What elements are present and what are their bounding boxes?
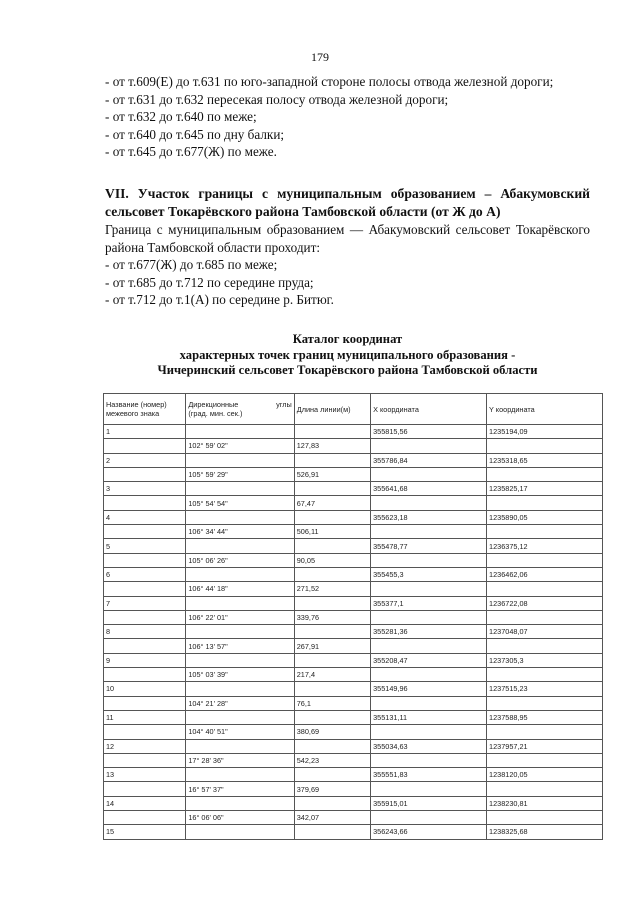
- cell-y-coordinate: [487, 439, 603, 453]
- cell-point-name: 14: [104, 796, 186, 810]
- cell-direction-angle: [186, 653, 294, 667]
- table-row: [104, 811, 603, 825]
- cell-direction-angle: [186, 482, 294, 496]
- cell-y-coordinate: 1238230,81: [487, 796, 603, 810]
- cell-direction-angle: 17° 28' 36": [186, 753, 294, 767]
- cell-line-length: 67,47: [294, 496, 370, 510]
- cell-line-length: [294, 596, 370, 610]
- table-row: [104, 682, 603, 696]
- cell-point-name: [104, 811, 186, 825]
- cell-point-name: [104, 782, 186, 796]
- cell-point-name: [104, 553, 186, 567]
- cell-point-name: 8: [104, 625, 186, 639]
- cell-direction-angle: 104° 21' 28": [186, 696, 294, 710]
- cell-line-length: [294, 625, 370, 639]
- cell-line-length: 90,05: [294, 553, 370, 567]
- table-row: [104, 467, 603, 481]
- cell-point-name: 10: [104, 682, 186, 696]
- cell-point-name: [104, 639, 186, 653]
- cell-direction-angle: [186, 710, 294, 724]
- cell-point-name: 7: [104, 596, 186, 610]
- cell-y-coordinate: [487, 696, 603, 710]
- cell-y-coordinate: [487, 582, 603, 596]
- cell-line-length: 339,76: [294, 610, 370, 624]
- cell-point-name: 1: [104, 425, 186, 439]
- cell-line-length: [294, 510, 370, 524]
- table-row: [104, 453, 603, 467]
- cell-x-coordinate: 355641,68: [371, 482, 487, 496]
- cell-x-coordinate: [371, 467, 487, 481]
- table-row: [104, 525, 603, 539]
- cell-y-coordinate: [487, 753, 603, 767]
- cell-line-length: [294, 825, 370, 839]
- section-title: VII. Участок границы с муниципальным образованием – Абакумовский сельсовет Токарёвского района Тамбовской области (от Ж до А): [105, 186, 590, 219]
- cell-direction-angle: 16° 06' 06": [186, 811, 294, 825]
- cell-x-coordinate: 355131,11: [371, 710, 487, 724]
- cell-y-coordinate: [487, 553, 603, 567]
- cell-point-name: 9: [104, 653, 186, 667]
- cell-direction-angle: 106° 13' 57": [186, 639, 294, 653]
- header-length: Длина линии(м): [294, 394, 370, 425]
- cell-direction-angle: 102° 59' 02": [186, 439, 294, 453]
- cell-direction-angle: [186, 596, 294, 610]
- table-row: [104, 596, 603, 610]
- cell-line-length: [294, 739, 370, 753]
- cell-x-coordinate: [371, 668, 487, 682]
- cell-point-name: [104, 525, 186, 539]
- cell-direction-angle: [186, 510, 294, 524]
- table-row: [104, 567, 603, 581]
- cell-x-coordinate: 355815,56: [371, 425, 487, 439]
- cell-y-coordinate: 1236462,06: [487, 567, 603, 581]
- cell-x-coordinate: [371, 582, 487, 596]
- cell-line-length: [294, 796, 370, 810]
- cell-y-coordinate: 1237515,23: [487, 682, 603, 696]
- cell-x-coordinate: 355786,84: [371, 453, 487, 467]
- cell-direction-angle: [186, 425, 294, 439]
- cell-x-coordinate: 355455,3: [371, 567, 487, 581]
- cell-y-coordinate: 1235890,05: [487, 510, 603, 524]
- cell-line-length: [294, 653, 370, 667]
- cell-line-length: 271,52: [294, 582, 370, 596]
- coordinates-table: [103, 393, 603, 840]
- cell-y-coordinate: [487, 811, 603, 825]
- header-direction-c: (град. мин. сек.): [188, 409, 243, 418]
- cell-direction-angle: [186, 796, 294, 810]
- cell-x-coordinate: 355478,77: [371, 539, 487, 553]
- list-item: - от т.712 до т.1(А) по середине р. Битюг.: [105, 292, 334, 308]
- table-row: [104, 725, 603, 739]
- header-direction: [186, 394, 294, 425]
- cell-y-coordinate: [487, 496, 603, 510]
- table-row: [104, 653, 603, 667]
- cell-direction-angle: 105° 06' 26": [186, 553, 294, 567]
- list-item: - от т.645 до т.677(Ж) по меже.: [105, 144, 277, 160]
- cell-direction-angle: 16° 57' 37": [186, 782, 294, 796]
- cell-x-coordinate: [371, 496, 487, 510]
- catalog-title-line: Чичеринский сельсовет Токарёвского района Тамбовской области: [157, 363, 538, 377]
- table-row: [104, 768, 603, 782]
- list-item: - от т.632 до т.640 по меже;: [105, 109, 257, 125]
- cell-point-name: [104, 696, 186, 710]
- list-item: - от т.640 до т.645 по дну балки;: [105, 126, 285, 142]
- cell-point-name: 5: [104, 539, 186, 553]
- intro-list: [105, 73, 590, 161]
- cell-line-length: 526,91: [294, 467, 370, 481]
- cell-x-coordinate: 355281,36: [371, 625, 487, 639]
- cell-x-coordinate: 355034,63: [371, 739, 487, 753]
- table-row: [104, 696, 603, 710]
- table-row: [104, 439, 603, 453]
- cell-direction-angle: 105° 59' 29": [186, 467, 294, 481]
- cell-point-name: [104, 496, 186, 510]
- cell-direction-angle: [186, 682, 294, 696]
- header-name: Название (номер) межевого знака: [104, 394, 186, 425]
- table-row: [104, 710, 603, 724]
- catalog-title-line: Каталог координат: [292, 332, 403, 346]
- cell-direction-angle: [186, 625, 294, 639]
- table-row: [104, 668, 603, 682]
- list-item: - от т.677(Ж) до т.685 по меже;: [105, 257, 278, 273]
- cell-line-length: 267,91: [294, 639, 370, 653]
- table-row: [104, 425, 603, 439]
- cell-direction-angle: [186, 739, 294, 753]
- cell-y-coordinate: [487, 668, 603, 682]
- cell-direction-angle: 105° 03' 39": [186, 668, 294, 682]
- cell-point-name: [104, 467, 186, 481]
- table-row: [104, 796, 603, 810]
- cell-direction-angle: 106° 44' 18": [186, 582, 294, 596]
- cell-y-coordinate: 1236722,08: [487, 596, 603, 610]
- cell-y-coordinate: [487, 610, 603, 624]
- cell-line-length: 380,69: [294, 725, 370, 739]
- cell-direction-angle: [186, 768, 294, 782]
- table-row: [104, 510, 603, 524]
- cell-point-name: [104, 668, 186, 682]
- cell-y-coordinate: [487, 725, 603, 739]
- cell-x-coordinate: 355377,1: [371, 596, 487, 610]
- cell-direction-angle: [186, 453, 294, 467]
- cell-y-coordinate: 1238325,68: [487, 825, 603, 839]
- cell-point-name: [104, 725, 186, 739]
- cell-x-coordinate: [371, 610, 487, 624]
- cell-direction-angle: [186, 539, 294, 553]
- cell-line-length: 379,69: [294, 782, 370, 796]
- table-row: [104, 610, 603, 624]
- cell-line-length: [294, 567, 370, 581]
- cell-y-coordinate: 1237957,21: [487, 739, 603, 753]
- cell-line-length: 506,11: [294, 525, 370, 539]
- cell-point-name: [104, 610, 186, 624]
- table-row: [104, 639, 603, 653]
- cell-y-coordinate: 1237048,07: [487, 625, 603, 639]
- cell-line-length: [294, 682, 370, 696]
- cell-y-coordinate: 1238120,05: [487, 768, 603, 782]
- cell-x-coordinate: [371, 639, 487, 653]
- cell-point-name: [104, 753, 186, 767]
- cell-y-coordinate: 1237305,3: [487, 653, 603, 667]
- cell-x-coordinate: 355915,01: [371, 796, 487, 810]
- table-row: [104, 482, 603, 496]
- cell-line-length: 76,1: [294, 696, 370, 710]
- cell-line-length: [294, 482, 370, 496]
- cell-direction-angle: [186, 825, 294, 839]
- cell-line-length: [294, 425, 370, 439]
- cell-point-name: [104, 582, 186, 596]
- cell-y-coordinate: [487, 782, 603, 796]
- cell-direction-angle: 105° 54' 54": [186, 496, 294, 510]
- table-row: [104, 539, 603, 553]
- table-row: [104, 553, 603, 567]
- table-row: [104, 625, 603, 639]
- cell-x-coordinate: 355551,83: [371, 768, 487, 782]
- cell-x-coordinate: 355149,96: [371, 682, 487, 696]
- cell-direction-angle: 106° 22' 01": [186, 610, 294, 624]
- cell-x-coordinate: [371, 439, 487, 453]
- cell-point-name: 3: [104, 482, 186, 496]
- table-row: [104, 496, 603, 510]
- cell-point-name: 2: [104, 453, 186, 467]
- cell-line-length: 542,23: [294, 753, 370, 767]
- cell-x-coordinate: [371, 553, 487, 567]
- cell-line-length: 127,83: [294, 439, 370, 453]
- list-item: - от т.609(Е) до т.631 по юго-западной стороне полосы отвода железной дороги;: [105, 74, 554, 89]
- table-row: [104, 825, 603, 839]
- cell-y-coordinate: [487, 525, 603, 539]
- header-direction-a: Дирекционные: [188, 400, 239, 409]
- table-header-row: [104, 394, 603, 425]
- cell-point-name: 13: [104, 768, 186, 782]
- cell-line-length: [294, 710, 370, 724]
- cell-x-coordinate: [371, 725, 487, 739]
- cell-x-coordinate: 355208,47: [371, 653, 487, 667]
- table-row: [104, 582, 603, 596]
- cell-x-coordinate: [371, 696, 487, 710]
- table-row: [104, 739, 603, 753]
- list-item: - от т.631 до т.632 пересекая полосу отвода железной дороги;: [105, 91, 449, 107]
- cell-line-length: 217,4: [294, 668, 370, 682]
- catalog-title-line: характерных точек границ муниципального образования -: [179, 347, 516, 362]
- cell-x-coordinate: 355623,18: [371, 510, 487, 524]
- cell-point-name: 12: [104, 739, 186, 753]
- cell-point-name: 15: [104, 825, 186, 839]
- cell-y-coordinate: 1236375,12: [487, 539, 603, 553]
- page-number: 179: [311, 50, 329, 64]
- cell-point-name: 6: [104, 567, 186, 581]
- header-direction-b: углы: [276, 400, 292, 409]
- cell-x-coordinate: 356243,66: [371, 825, 487, 839]
- cell-direction-angle: 104° 40' 51": [186, 725, 294, 739]
- cell-x-coordinate: [371, 811, 487, 825]
- cell-y-coordinate: 1237588,95: [487, 710, 603, 724]
- cell-direction-angle: 106° 34' 44": [186, 525, 294, 539]
- cell-line-length: 342,07: [294, 811, 370, 825]
- cell-point-name: 11: [104, 710, 186, 724]
- cell-line-length: [294, 539, 370, 553]
- cell-x-coordinate: [371, 525, 487, 539]
- header-y: Y координата: [487, 394, 603, 425]
- cell-x-coordinate: [371, 753, 487, 767]
- cell-y-coordinate: [487, 639, 603, 653]
- cell-line-length: [294, 768, 370, 782]
- cell-line-length: [294, 453, 370, 467]
- cell-y-coordinate: 1235318,65: [487, 453, 603, 467]
- cell-direction-angle: [186, 567, 294, 581]
- section-text: Граница с муниципальным образованием — Абакумовский сельсовет Токарёвского района Тамбовской области проходит:: [105, 222, 590, 255]
- cell-y-coordinate: 1235825,17: [487, 482, 603, 496]
- list-item: - от т.685 до т.712 по середине пруда;: [105, 274, 314, 290]
- section-vii: [105, 185, 590, 309]
- table-row: [104, 782, 603, 796]
- table-row: [104, 753, 603, 767]
- cell-point-name: 4: [104, 510, 186, 524]
- table-body: [104, 425, 603, 840]
- cell-y-coordinate: 1235194,09: [487, 425, 603, 439]
- cell-y-coordinate: [487, 467, 603, 481]
- catalog-title: [105, 332, 590, 379]
- header-x: X координата: [371, 394, 487, 425]
- cell-x-coordinate: [371, 782, 487, 796]
- cell-point-name: [104, 439, 186, 453]
